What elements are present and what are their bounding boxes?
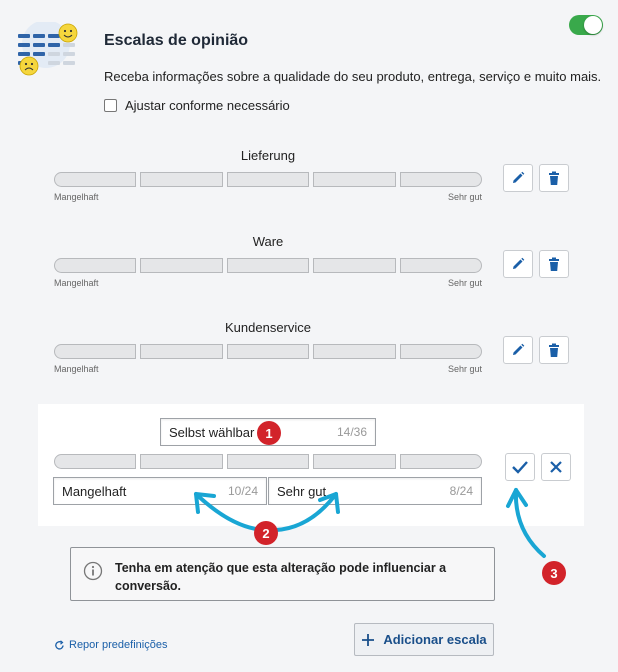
adjust-checkbox-label: Ajustar conforme necessário xyxy=(125,98,290,113)
notice-text: Tenha em atenção que esta alteração pode influenciar a conversão. xyxy=(115,561,447,593)
scale-title: Kundenservice xyxy=(225,320,311,335)
scale-title-char-count: 14/36 xyxy=(336,425,367,439)
scale-high-label: Sehr gut xyxy=(447,364,482,374)
add-scale-button[interactable] xyxy=(354,623,494,656)
scale-title-input-value: Selbst wählbar xyxy=(169,424,255,440)
high-label-input-value: Sehr gut xyxy=(277,483,327,499)
reset-defaults-label: Repor predefinições xyxy=(69,639,168,651)
reset-defaults-link[interactable] xyxy=(54,639,167,651)
scale-low-label: Mangelhaft xyxy=(54,364,99,374)
scale-high-label: Sehr gut xyxy=(447,278,482,288)
scale-low-label: Mangelhaft xyxy=(54,192,99,202)
scale-title: Ware xyxy=(252,234,284,249)
scale-low-label: Mangelhaft xyxy=(54,278,99,288)
scale-high-label: Sehr gut xyxy=(447,192,482,202)
refresh-icon xyxy=(54,640,65,651)
conversion-notice xyxy=(70,547,495,601)
annotation-badge-2: 2 xyxy=(254,521,278,545)
add-scale-label: Adicionar escala xyxy=(383,632,487,647)
scale-title: Lieferung xyxy=(240,148,296,163)
low-label-input-value: Mangelhaft xyxy=(62,483,127,499)
info-icon xyxy=(83,561,103,581)
high-label-char-count: 8/24 xyxy=(449,484,473,498)
annotation-badge-1: 1 xyxy=(257,421,281,445)
page-description: Receba informações sobre a qualidade do seu produto, entrega, serviço e muito mais. xyxy=(104,69,602,84)
page-title: Escalas de opinião xyxy=(104,32,249,49)
plus-icon xyxy=(361,633,375,647)
annotation-badge-3: 3 xyxy=(542,561,566,585)
low-label-char-count: 10/24 xyxy=(227,484,258,498)
